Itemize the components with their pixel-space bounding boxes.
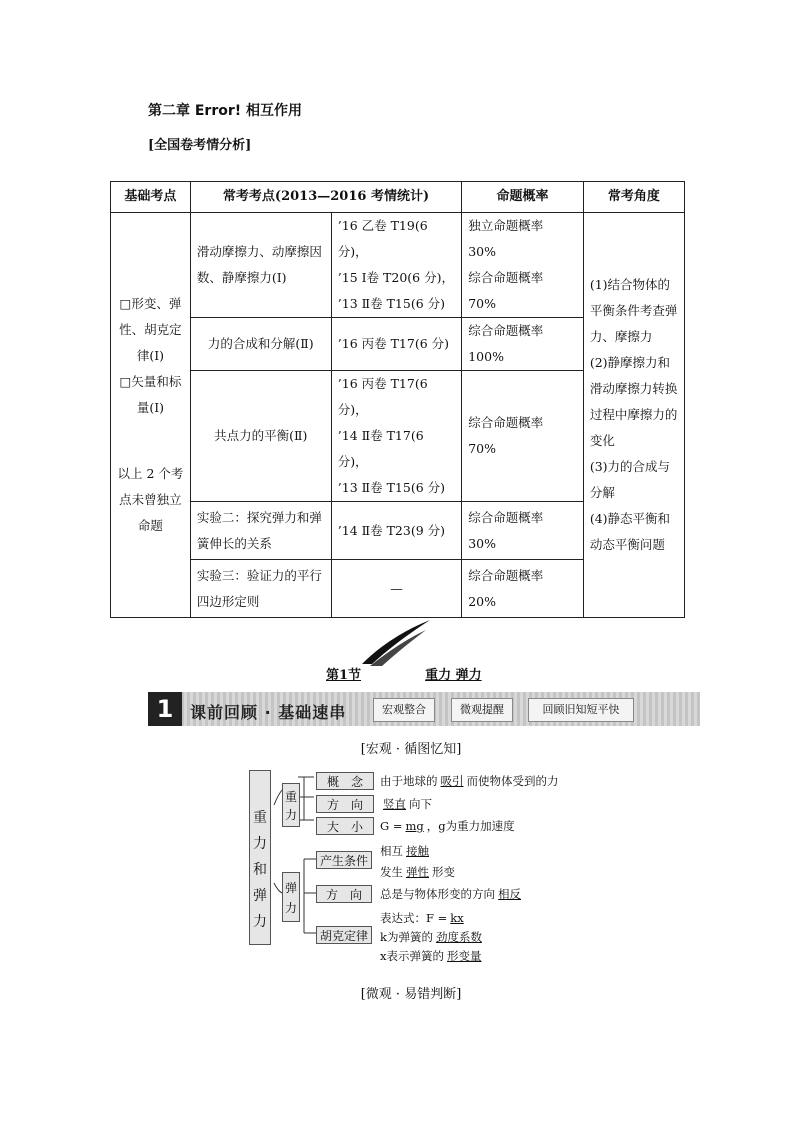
- prob-line: 综合命题概率: [468, 509, 544, 525]
- prob-line: 30%: [468, 244, 497, 259]
- prob-line: 综合命题概率: [468, 323, 544, 338]
- macro-button[interactable]: 宏观整合: [373, 698, 435, 722]
- stats-cell: [331, 318, 461, 371]
- prob-cell: [462, 371, 584, 502]
- point-cell: 实验三：验证力的平行四边形定则: [190, 560, 331, 618]
- prob-cell: [462, 318, 584, 371]
- e-direction-text: 总是与物体形变的方向 相反: [380, 887, 521, 901]
- prob-line: 独立命题概率: [468, 218, 544, 233]
- prob-line: 100%: [468, 349, 504, 364]
- point-cell: 共点力的平衡(Ⅱ): [190, 371, 331, 502]
- stat-line: ’13 Ⅱ卷 T15(6 分): [337, 296, 446, 311]
- point-cell: 滑动摩擦力、动摩擦因数、静摩擦力(Ⅰ): [190, 213, 331, 318]
- section-name: 重力 弹力: [425, 668, 482, 683]
- mindmap-root: 重力和弹力: [249, 770, 271, 945]
- stat-line: ’16 丙卷 T17(6 分)，: [337, 376, 428, 417]
- banner-number: 1: [148, 692, 182, 726]
- section-label: 第1节: [326, 668, 362, 683]
- macro-caption: [宏观 · 循图忆知]: [360, 742, 462, 757]
- hooke-node: 胡克定律: [316, 926, 372, 944]
- micro-button[interactable]: 微观提醒: [451, 698, 513, 722]
- header-basic: 基础考点: [111, 182, 191, 213]
- stats-cell: [331, 213, 461, 318]
- stat-line: ’14 Ⅱ卷 T23(9 分): [337, 522, 446, 538]
- banner-title: 课前回顾 · 基础速串: [190, 703, 347, 722]
- chapter-title: 第二章 Error! 相互作用: [148, 103, 303, 119]
- g-concept-text: 由于地球的 吸引 而使物体受到的力: [380, 774, 559, 788]
- basic-point: □矢量和标量(Ⅰ): [119, 374, 182, 415]
- prob-cell: [462, 560, 584, 618]
- stats-cell: [331, 371, 461, 502]
- stat-line: ’13 Ⅱ卷 T15(6 分): [337, 480, 446, 495]
- stats-cell: [331, 560, 461, 618]
- hooke-line2: k为弹簧的 劲度系数: [380, 930, 482, 944]
- point-cell: 力的合成和分解(Ⅱ): [190, 318, 331, 371]
- g-direction-text: 竖直 向下: [383, 797, 432, 811]
- analysis-subtitle: [全国卷考情分析]: [148, 138, 252, 153]
- elastic-node: 弹力: [282, 872, 300, 922]
- basic-point: 以上 2 个考点未曾独立命题: [117, 466, 184, 533]
- g-concept-node: 概 念: [316, 772, 374, 790]
- prob-line: 综合命题概率: [468, 415, 544, 430]
- prob-line: 综合命题概率: [468, 567, 544, 583]
- hooke-line3: x表示弹簧的 形变量: [380, 949, 482, 963]
- exam-analysis-table: [110, 181, 685, 618]
- section-title: [326, 664, 686, 683]
- stat-line: ’14 Ⅱ卷 T17(6 分)，: [337, 428, 424, 469]
- header-prob: 命题概率: [462, 182, 584, 213]
- prob-line: 20%: [468, 593, 497, 609]
- g-direction-node: 方 向: [316, 795, 374, 813]
- stat-line: ’16 丙卷 T17(6 分): [337, 336, 450, 351]
- header-angle: 常考角度: [583, 182, 684, 213]
- table-row: [111, 213, 685, 318]
- prob-line: 70%: [468, 296, 497, 311]
- stat-line: —: [390, 580, 403, 596]
- gravity-node: 重力: [282, 783, 300, 827]
- stat-line: ’15 Ⅰ卷 T20(6 分)，: [337, 270, 454, 285]
- stat-line: ’16 乙卷 T19(6 分)，: [337, 218, 428, 259]
- prob-line: 70%: [468, 441, 497, 456]
- table-header-row: [111, 182, 685, 213]
- e-condition-line1: 相互 接触: [380, 844, 429, 858]
- e-direction-node: 方 向: [316, 885, 372, 903]
- stats-cell: [331, 502, 461, 560]
- swoosh-decoration-icon: [360, 616, 432, 668]
- e-condition-line2: 发生 弹性 形变: [380, 865, 455, 879]
- g-size-node: 大 小: [316, 817, 374, 835]
- basic-points-cell: [111, 213, 191, 618]
- e-condition-node: 产生条件: [316, 851, 372, 869]
- point-cell: 实验二：探究弹力和弹簧伸长的关系: [190, 502, 331, 560]
- prob-cell: [462, 502, 584, 560]
- prob-line: 30%: [468, 535, 497, 551]
- hooke-line1: 表达式：F = kx: [380, 911, 464, 925]
- g-size-text: G = mg ，g为重力加速度: [380, 819, 515, 833]
- angles-cell: (1)结合物体的平衡条件考查弹力、摩擦力 (2)静摩擦力和滑动摩擦力转换过程中摩擦力的变化 (3)力的合成与分解 (4)静态平衡和动态平衡问题: [583, 213, 684, 618]
- basic-point: □形变、弹性、胡克定律(Ⅰ): [119, 296, 182, 363]
- header-common: 常考考点(2013—2016 考情统计): [190, 182, 461, 213]
- prob-cell: [462, 213, 584, 318]
- micro-caption: [微观 · 易错判断]: [360, 987, 462, 1002]
- prob-line: 综合命题概率: [468, 270, 544, 285]
- review-button[interactable]: 回顾旧知短平快: [528, 698, 634, 722]
